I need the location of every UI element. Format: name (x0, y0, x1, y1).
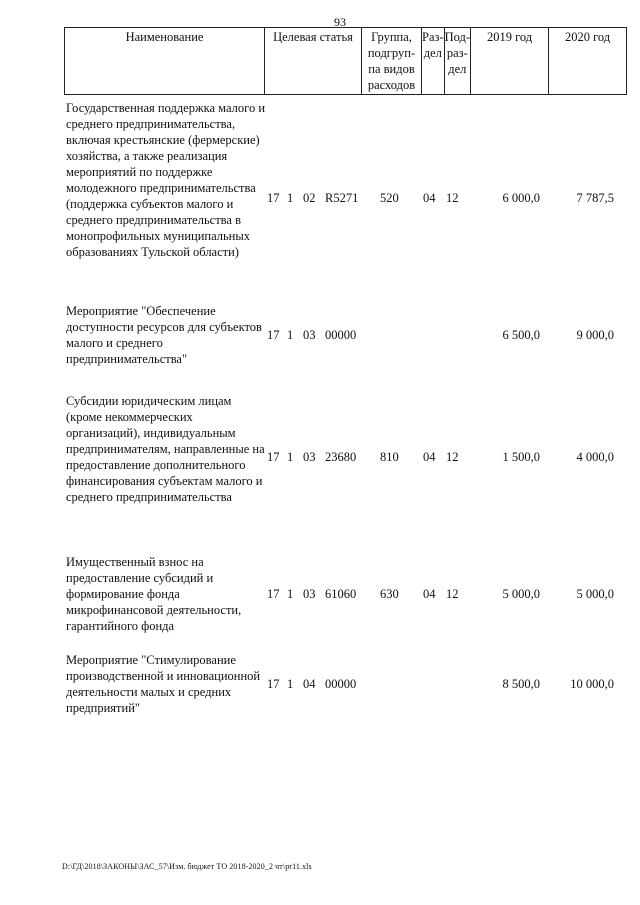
header-subsection (444, 28, 470, 95)
row-value-2020: 7 787,5 (576, 191, 614, 205)
row-group: 520 (380, 191, 399, 205)
row-code-subprogram: 1 (287, 328, 294, 342)
row-subsection: 12 (446, 450, 459, 464)
header-group-line: расходов (367, 78, 416, 92)
header-year-2020: 2020 год (549, 28, 627, 95)
row-code-direction: 00000 (325, 677, 357, 691)
page-number: 93 (334, 15, 346, 29)
header-name: Наименование (65, 28, 265, 95)
row-code-program: 17 (267, 677, 280, 691)
row-code-direction: R5271 (325, 191, 359, 205)
row-name: Мероприятие "Обеспечение доступности ресурсов для субъектов малого и среднего предпринимательства" (66, 304, 262, 366)
row-value-2020: 5 000,0 (576, 587, 614, 601)
row-value-2020: 4 000,0 (576, 450, 614, 464)
row-value-2020: 9 000,0 (576, 328, 614, 342)
row-value-2020: 10 000,0 (570, 677, 614, 691)
row-section: 04 (423, 587, 436, 601)
file-path-footer: D:\ГД\2018\ЗАКОНЫ\ЗАС_57\Изм. бюджет ТО 2018-2020_2 чт\pr11.xls (62, 862, 312, 871)
row-subsection: 12 (446, 191, 459, 205)
row-code-event: 04 (303, 677, 316, 691)
row-code-event: 03 (303, 587, 316, 601)
header-group (362, 28, 422, 95)
header-section (422, 28, 445, 95)
header-subsection-line: раз- (446, 46, 468, 60)
row-value-2019: 1 500,0 (502, 450, 540, 464)
row-code-direction: 61060 (325, 587, 357, 601)
row-value-2019: 8 500,0 (502, 677, 540, 691)
row-name: Мероприятие "Стимулирование производственной и инновационной деятельности малых и средних предприятий" (66, 653, 261, 715)
row-value-2019: 5 000,0 (502, 587, 540, 601)
header-code: Целевая статья (265, 28, 362, 95)
header-subsection-line: дел (448, 62, 467, 76)
header-section-line: дел (423, 46, 442, 60)
row-code-program: 17 (267, 328, 280, 342)
row-code-program: 17 (267, 450, 280, 464)
row-code-event: 03 (303, 328, 316, 342)
header-group-line: Группа, (371, 30, 412, 44)
row-code-subprogram: 1 (287, 677, 294, 691)
row-code-direction: 23680 (325, 450, 357, 464)
row-code-subprogram: 1 (287, 587, 294, 601)
row-section: 04 (423, 191, 436, 205)
table-header (64, 27, 627, 95)
row-name: Имущественный взнос на предоставление субсидий и формирование фонда микрофинансовой деятельности, гарантийного фонда (66, 555, 242, 633)
row-value-2019: 6 500,0 (502, 328, 540, 342)
row-code-event: 03 (303, 450, 316, 464)
header-section-line: Раз- (422, 30, 444, 44)
row-value-2019: 6 000,0 (502, 191, 540, 205)
row-code-program: 17 (267, 191, 280, 205)
row-code-direction: 00000 (325, 328, 357, 342)
row-group: 810 (380, 450, 399, 464)
row-group: 630 (380, 587, 399, 601)
row-code-event: 02 (303, 191, 316, 205)
header-year-2019: 2019 год (471, 28, 549, 95)
row-section: 04 (423, 450, 436, 464)
row-code-program: 17 (267, 587, 280, 601)
row-name: Субсидии юридическим лицам (кроме некоммерческих организаций), индивидуальным предпринимателям, направленные на предоставление дополнительного финансирования субъектам малого и среднего предпринимательства (66, 394, 265, 504)
header-group-line: па видов (368, 62, 415, 76)
header-subsection-line: Под- (444, 30, 471, 44)
header-group-line: подгруп- (367, 46, 416, 60)
row-code-subprogram: 1 (287, 191, 294, 205)
row-code-subprogram: 1 (287, 450, 294, 464)
row-name: Государственная поддержка малого и среднего предпринимательства, включая крестьянские (фермерские) хозяйства, а также реализация мероприятий по поддержке молодежного предпринимательства (поддержка субъектов малого и среднего предпринимательства в монопрофильных муниципальных образованиях Тульской области) (66, 101, 266, 259)
row-subsection: 12 (446, 587, 459, 601)
